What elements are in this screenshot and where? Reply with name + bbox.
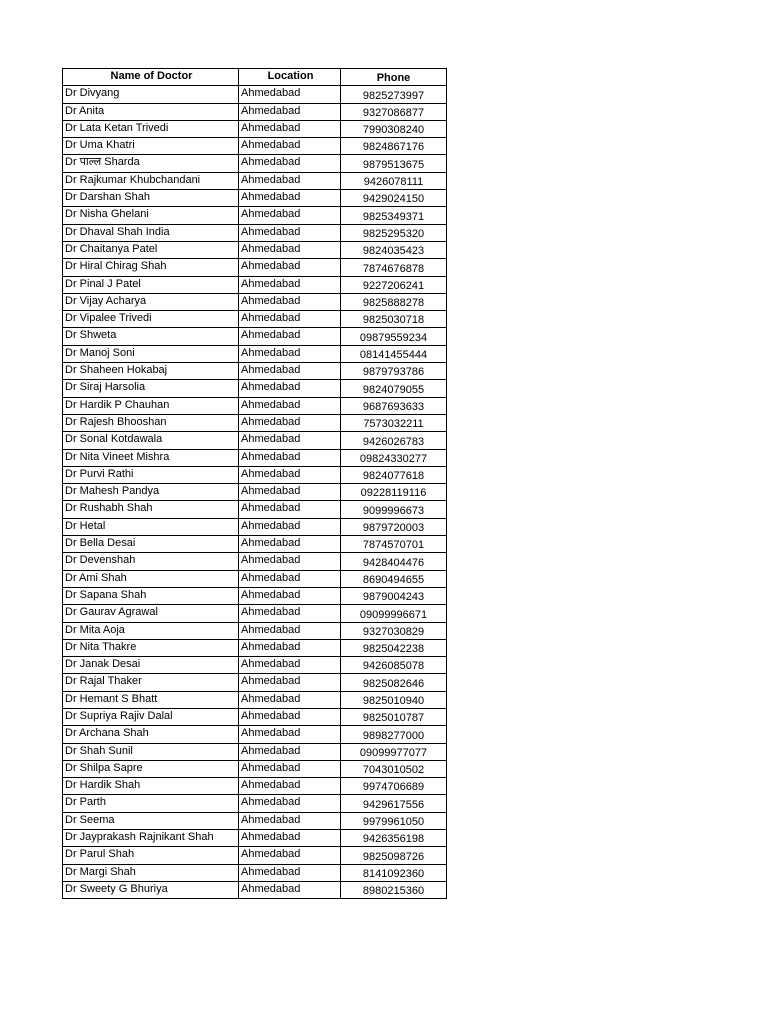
location-cell: Ahmedabad [239,190,341,207]
doctor-name-cell: Dr Vipalee Trivedi [63,311,239,328]
location-cell: Ahmedabad [239,501,341,518]
table-row [63,881,447,898]
table-row [63,224,447,241]
location-cell: Ahmedabad [239,397,341,414]
phone-cell: 9898277000 [341,726,447,743]
table-row [63,830,447,847]
doctor-name-cell: Dr Siraj Harsolia [63,380,239,397]
doctor-name-cell: Dr Shweta [63,328,239,345]
location-cell: Ahmedabad [239,587,341,604]
phone-cell: 9429024150 [341,190,447,207]
location-cell: Ahmedabad [239,311,341,328]
table-row [63,138,447,155]
phone-cell: 7874676878 [341,259,447,276]
table-row [63,795,447,812]
doctor-name-cell: Dr Chaitanya Patel [63,241,239,258]
doctor-name-cell: Dr Hiral Chirag Shah [63,259,239,276]
location-cell: Ahmedabad [239,155,341,172]
doctor-name-cell: Dr Parul Shah [63,847,239,864]
doctor-table [62,68,447,899]
location-cell: Ahmedabad [239,345,341,362]
table-row [63,812,447,829]
phone-cell: 9227206241 [341,276,447,293]
phone-cell: 9825349371 [341,207,447,224]
location-cell: Ahmedabad [239,432,341,449]
table-row [63,155,447,172]
location-cell: Ahmedabad [239,172,341,189]
location-cell: Ahmedabad [239,864,341,881]
table-row [63,449,447,466]
doctor-name-cell: Dr Darshan Shah [63,190,239,207]
phone-cell: 9687693633 [341,397,447,414]
doctor-name-cell: Dr Sweety G Bhuriya [63,881,239,898]
table-row [63,847,447,864]
table-row [63,466,447,483]
doctor-name-cell: Dr Gaurav Agrawal [63,605,239,622]
location-cell: Ahmedabad [239,328,341,345]
phone-cell: 9825273997 [341,86,447,103]
location-cell: Ahmedabad [239,484,341,501]
phone-cell: 09099977077 [341,743,447,760]
phone-cell: 9327086877 [341,103,447,120]
location-cell: Ahmedabad [239,207,341,224]
table-row [63,778,447,795]
phone-cell: 9099996673 [341,501,447,518]
location-cell: Ahmedabad [239,293,341,310]
phone-cell: 8141092360 [341,864,447,881]
doctor-name-cell: Dr Anita [63,103,239,120]
doctor-name-cell: Dr Lata Ketan Trivedi [63,120,239,137]
table-row [63,397,447,414]
header-phone: Phone [341,69,447,86]
doctor-name-cell: Dr Purvi Rathi [63,466,239,483]
phone-cell: 9824035423 [341,241,447,258]
table-row [63,743,447,760]
phone-cell: 9825295320 [341,224,447,241]
location-cell: Ahmedabad [239,224,341,241]
location-cell: Ahmedabad [239,363,341,380]
doctor-name-cell: Dr Hardik Shah [63,778,239,795]
doctor-name-cell: Dr Margi Shah [63,864,239,881]
table-row [63,726,447,743]
phone-cell: 9426026783 [341,432,447,449]
doctor-name-cell: Dr Divyang [63,86,239,103]
phone-cell: 08141455444 [341,345,447,362]
table-row [63,120,447,137]
phone-cell: 7043010502 [341,760,447,777]
doctor-name-cell: Dr Archana Shah [63,726,239,743]
table-row [63,311,447,328]
doctor-name-cell: Dr Mita Aoja [63,622,239,639]
doctor-name-cell: Dr Rajesh Bhooshan [63,414,239,431]
phone-cell: 09228119116 [341,484,447,501]
location-cell: Ahmedabad [239,657,341,674]
doctor-name-cell: Dr Jayprakash Rajnikant Shah [63,830,239,847]
phone-cell: 09824330277 [341,449,447,466]
location-cell: Ahmedabad [239,622,341,639]
location-cell: Ahmedabad [239,830,341,847]
table-row [63,414,447,431]
table-row [63,570,447,587]
table-row [63,345,447,362]
table-row [63,691,447,708]
phone-cell: 9825030718 [341,311,447,328]
table-row [63,639,447,656]
doctor-name-cell: Dr पाल्ल Sharda [63,155,239,172]
location-cell: Ahmedabad [239,691,341,708]
phone-cell: 9429617556 [341,795,447,812]
location-cell: Ahmedabad [239,241,341,258]
location-cell: Ahmedabad [239,553,341,570]
phone-cell: 9428404476 [341,553,447,570]
doctor-name-cell: Dr Parth [63,795,239,812]
phone-cell: 9825010940 [341,691,447,708]
location-cell: Ahmedabad [239,760,341,777]
doctor-name-cell: Dr Pinal J Patel [63,276,239,293]
doctor-name-cell: Dr Uma Khatri [63,138,239,155]
location-cell: Ahmedabad [239,449,341,466]
phone-cell: 9879793786 [341,363,447,380]
table-row [63,293,447,310]
table-row [63,86,447,103]
doctor-name-cell: Dr Bella Desai [63,536,239,553]
location-cell: Ahmedabad [239,795,341,812]
location-cell: Ahmedabad [239,120,341,137]
phone-cell: 9825098726 [341,847,447,864]
phone-cell: 9879720003 [341,518,447,535]
location-cell: Ahmedabad [239,639,341,656]
table-row [63,328,447,345]
table-row [63,259,447,276]
phone-cell: 9825042238 [341,639,447,656]
table-row [63,484,447,501]
table-row [63,241,447,258]
doctor-name-cell: Dr Hetal [63,518,239,535]
phone-cell: 9879513675 [341,155,447,172]
phone-cell: 9824079055 [341,380,447,397]
doctor-name-cell: Dr Hemant S Bhatt [63,691,239,708]
doctor-name-cell: Dr Devenshah [63,553,239,570]
location-cell: Ahmedabad [239,570,341,587]
phone-cell: 09879559234 [341,328,447,345]
location-cell: Ahmedabad [239,812,341,829]
table-row [63,172,447,189]
doctor-name-cell: Dr Nita Thakre [63,639,239,656]
table-row [63,553,447,570]
doctor-name-cell: Dr Dhaval Shah India [63,224,239,241]
location-cell: Ahmedabad [239,466,341,483]
location-cell: Ahmedabad [239,708,341,725]
location-cell: Ahmedabad [239,86,341,103]
table-row [63,864,447,881]
location-cell: Ahmedabad [239,259,341,276]
phone-cell: 09099996671 [341,605,447,622]
table-row [63,380,447,397]
location-cell: Ahmedabad [239,726,341,743]
doctor-name-cell: Dr Nisha Ghelani [63,207,239,224]
phone-cell: 8980215360 [341,881,447,898]
table-row [63,363,447,380]
phone-cell: 9327030829 [341,622,447,639]
table-row [63,605,447,622]
phone-cell: 9879004243 [341,587,447,604]
doctor-name-cell: Dr Supriya Rajiv Dalal [63,708,239,725]
header-name-of-doctor: Name of Doctor [63,69,239,86]
table-row [63,622,447,639]
location-cell: Ahmedabad [239,103,341,120]
doctor-name-cell: Dr Ami Shah [63,570,239,587]
doctor-name-cell: Dr Rajal Thaker [63,674,239,691]
location-cell: Ahmedabad [239,276,341,293]
doctor-name-cell: Dr Rushabh Shah [63,501,239,518]
location-cell: Ahmedabad [239,518,341,535]
table-row [63,276,447,293]
doctor-name-cell: Dr Shilpa Sapre [63,760,239,777]
location-cell: Ahmedabad [239,881,341,898]
doctor-name-cell: Dr Shah Sunil [63,743,239,760]
table-row [63,190,447,207]
phone-cell: 9824867176 [341,138,447,155]
phone-cell: 9824077618 [341,466,447,483]
phone-cell: 9426078111 [341,172,447,189]
location-cell: Ahmedabad [239,380,341,397]
doctor-name-cell: Dr Rajkumar Khubchandani [63,172,239,189]
phone-cell: 9979961050 [341,812,447,829]
phone-cell: 9426085078 [341,657,447,674]
doctor-name-cell: Dr Sapana Shah [63,587,239,604]
phone-cell: 9825888278 [341,293,447,310]
table-row [63,657,447,674]
location-cell: Ahmedabad [239,605,341,622]
table-row [63,536,447,553]
phone-cell: 9825010787 [341,708,447,725]
table-body [63,86,447,899]
table-row [63,432,447,449]
table-row [63,708,447,725]
phone-cell: 7874570701 [341,536,447,553]
doctor-name-cell: Dr Janak Desai [63,657,239,674]
table-row [63,207,447,224]
location-cell: Ahmedabad [239,743,341,760]
doctor-name-cell: Dr Seema [63,812,239,829]
table-row [63,674,447,691]
table-row [63,103,447,120]
doctor-name-cell: Dr Sonal Kotdawala [63,432,239,449]
phone-cell: 9825082646 [341,674,447,691]
location-cell: Ahmedabad [239,414,341,431]
phone-cell: 9974706689 [341,778,447,795]
location-cell: Ahmedabad [239,847,341,864]
doctor-name-cell: Dr Nita Vineet Mishra [63,449,239,466]
table-row [63,518,447,535]
phone-cell: 7990308240 [341,120,447,137]
phone-cell: 8690494655 [341,570,447,587]
location-cell: Ahmedabad [239,778,341,795]
doctor-name-cell: Dr Mahesh Pandya [63,484,239,501]
location-cell: Ahmedabad [239,536,341,553]
doctor-name-cell: Dr Hardik P Chauhan [63,397,239,414]
table-header-row [63,69,447,86]
phone-cell: 7573032211 [341,414,447,431]
header-location: Location [239,69,341,86]
doctor-name-cell: Dr Shaheen Hokabaj [63,363,239,380]
location-cell: Ahmedabad [239,138,341,155]
table-row [63,587,447,604]
table-row [63,760,447,777]
phone-cell: 9426356198 [341,830,447,847]
table-row [63,501,447,518]
doctor-name-cell: Dr Vijay Acharya [63,293,239,310]
doctor-name-cell: Dr Manoj Soni [63,345,239,362]
location-cell: Ahmedabad [239,674,341,691]
